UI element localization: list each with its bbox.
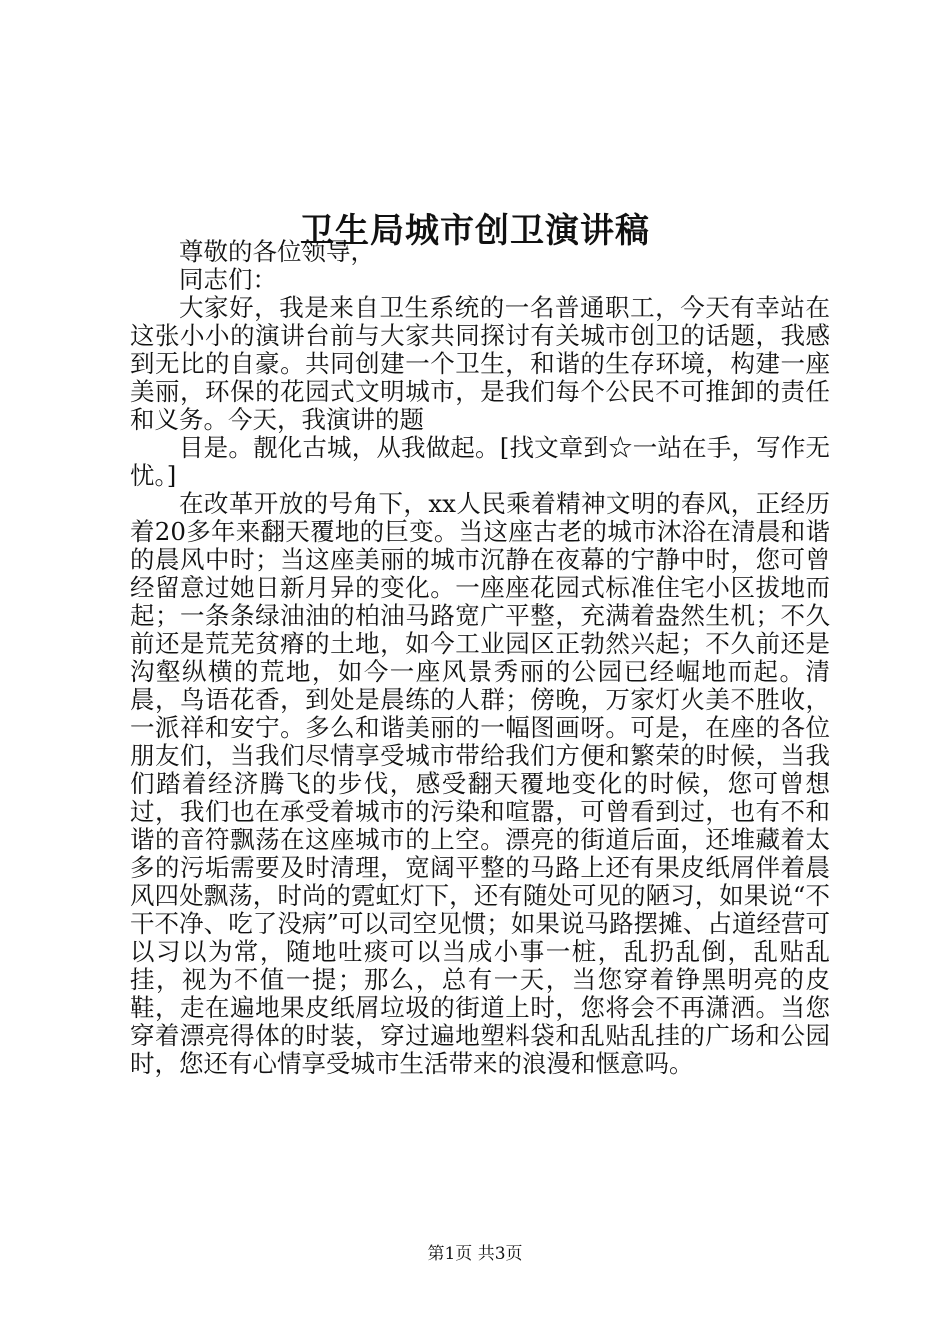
paragraph-topic: 目是。靓化古城，从我做起。[找文章到☆一站在手，写作无忧。]	[130, 433, 830, 490]
salutation-comrades: 同志们：	[179, 265, 277, 294]
paragraph-main: 在改革开放的号角下，xx人民乘着精神文明的春风，正经历着20多年来翻天覆地的巨变。当这座古老的城市沐浴在清晨和谐的晨风中时；当这座美丽的城市沉静在夜幕的宁静中时，您可曾经留意过她日新月异的变化。一座座花园式标准住宅小区拔地而起；一条条绿油油的柏油马路宽广平整，充满着盎然生机；不久前还是荒芜贫瘠的土地，如今工业园区正勃然兴起；不久前还是沟壑纵横的荒地，如今一座风景秀丽的公园已经崛地而起。清晨，鸟语花香，到处是晨练的人群；傍晚，万家灯火美不胜收，一派祥和安宁。多么和谐美丽的一幅图画呀。可是，在座的各位朋友们，当我们尽情享受城市带给我们方便和繁荣的时候，当我们踏着经济腾飞的步伐，感受翻天覆地变化的时候，您可曾想过，我们也在承受着城市的污染和喧嚣，可曾看到过，也有不和谐的音符飘荡在这座城市的上空。漂亮的街道后面，还堆藏着太多的污垢需要及时清理，宽阔平整的马路上还有果皮纸屑伴着晨风四处飘荡，时尚的霓虹灯下，还有随处可见的陋习，如果说“不干不净、吃了没病”可以司空见惯；如果说马路摆摊、占道经营可以习以为常，随地吐痰可以当成小事一桩，乱扔乱倒，乱贴乱挂，视为不值一提；那么，总有一天，当您穿着铮黑明亮的皮鞋，走在遍地果皮纸屑垃圾的街道上时，您将会不再潇洒。当您穿着漂亮得体的时装，穿过遍地塑料袋和乱贴乱挂的广场和公园时，您还有心情享受城市生活带来的浪漫和惬意吗。	[130, 489, 830, 1078]
paragraph-intro: 大家好，我是来自卫生系统的一名普通职工，今天有幸站在这张小小的演讲台前与大家共同探讨有关城市创卫的话题，我感到无比的自豪。共同创建一个卫生，和谐的生存环境，构建一座美丽，环保的花园式文明城市，是我们每个公民不可推卸的责任和义务。今天，我演讲的题	[130, 293, 830, 434]
salutation-leaders: 尊敬的各位领导，	[179, 237, 375, 266]
document-body	[130, 238, 830, 1078]
page-footer: 第1页 共3页	[427, 1244, 523, 1264]
document-title: 卫生局城市创卫演讲稿	[300, 210, 650, 251]
